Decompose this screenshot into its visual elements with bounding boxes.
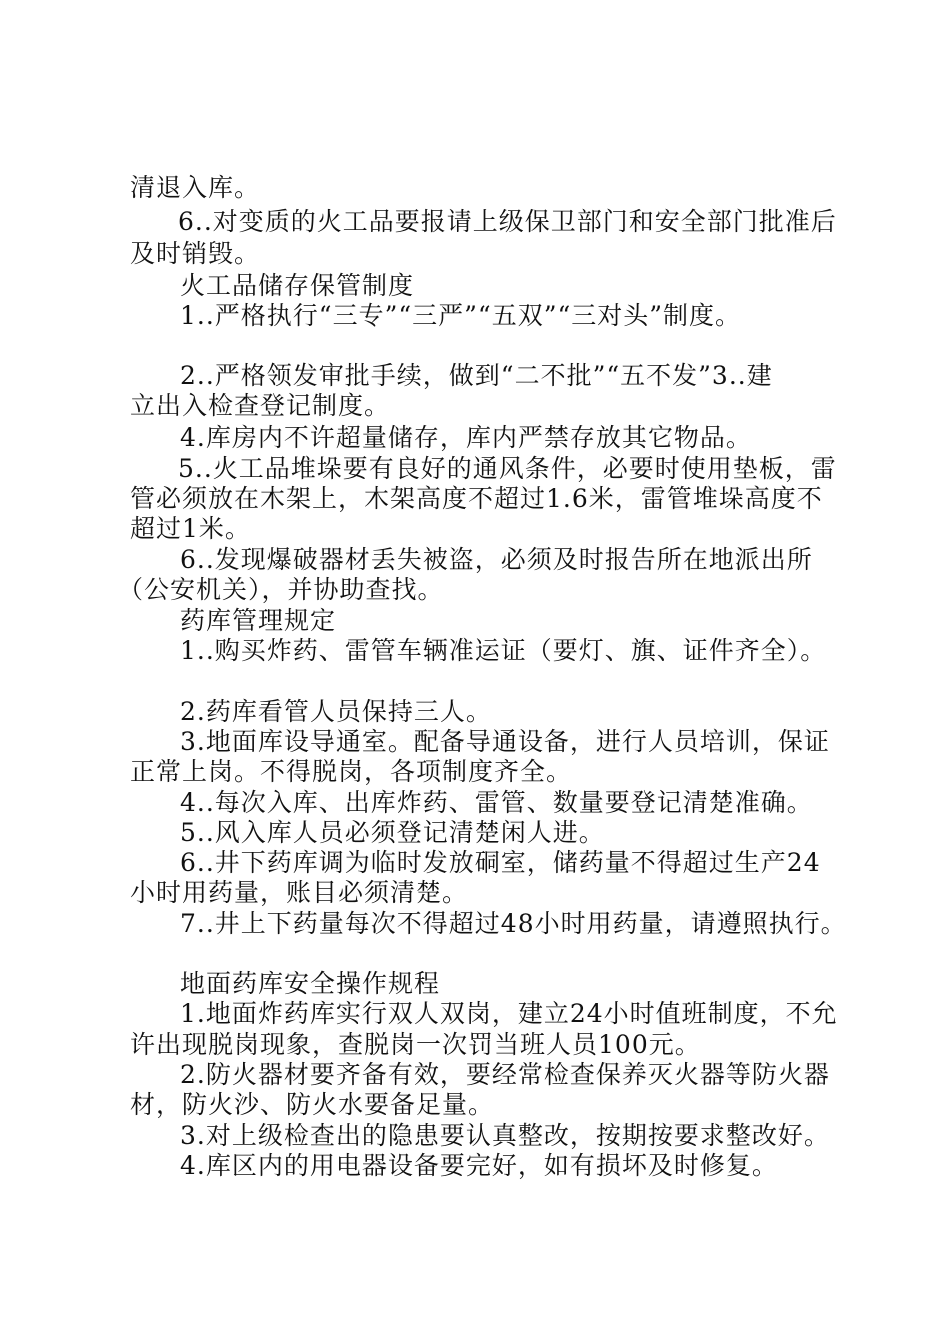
- text-line: 1..购买炸药、雷管车辆准运证（要灯、旗、证件齐全）。: [180, 636, 827, 665]
- text-line: 清退入库。: [130, 173, 261, 202]
- text-line: 小时用药量，账目必须清楚。: [130, 878, 469, 907]
- text-line: 7..井上下药量每次不得超过48小时用药量，请遵照执行。: [180, 909, 847, 938]
- text-line: 许出现脱岗现象，查脱岗一次罚当班人员100元。: [130, 1030, 701, 1059]
- text-line: 1..严格执行“三专”“三严”“五双”“三对头”制度。: [180, 301, 742, 330]
- text-line: 材，防火沙、防火水要备足量。: [130, 1090, 495, 1119]
- text-line: 6..发现爆破器材丢失被盗，必须及时报告所在地派出所: [180, 545, 813, 574]
- text-line: 正常上岗。不得脱岗，各项制度齐全。: [130, 757, 573, 786]
- text-line: 2..严格领发审批手续，做到“二不批”“五不发”3..建: [180, 361, 773, 390]
- text-line: 4.库房内不许超量储存，库内严禁存放其它物品。: [180, 423, 752, 452]
- text-line: 3.地面库设导通室。配备导通设备，进行人员培训，保证: [180, 727, 830, 756]
- text-line: 4..每次入库、出库炸药、雷管、数量要登记清楚准确。: [180, 788, 813, 817]
- text-line: 2.药库看管人员保持三人。: [180, 697, 492, 726]
- text-line: （公安机关），并协助查找。: [118, 575, 444, 604]
- text-line: 及时销毁。: [130, 239, 261, 268]
- text-line: 6..对变质的火工品要报请上级保卫部门和安全部门批准后: [178, 207, 837, 236]
- section-heading: 地面药库安全操作规程: [180, 969, 441, 998]
- text-line: 1.地面炸药库实行双人双岗，建立24小时值班制度，不允: [180, 999, 838, 1028]
- text-line: 立出入检查登记制度。: [130, 391, 391, 420]
- text-line: 超过1米。: [130, 514, 251, 543]
- text-line: 5..风入库人员必须登记清楚闲人进。: [180, 818, 605, 847]
- text-line: 4.库区内的用电器设备要完好，如有损坏及时修复。: [180, 1151, 778, 1180]
- text-line: 6..井下药库调为临时发放硐室，储药量不得超过生产24: [180, 848, 821, 877]
- text-line: 2.防火器材要齐备有效，要经常检查保养灭火器等防火器: [180, 1060, 830, 1089]
- text-line: 5..火工品堆垛要有良好的通风条件，必要时使用垫板，雷: [178, 454, 837, 483]
- text-line: 管必须放在木架上，木架高度不超过1.6米，雷管堆垛高度不: [130, 484, 823, 513]
- text-line: 3.对上级检查出的隐患要认真整改，按期按要求整改好。: [180, 1121, 830, 1150]
- section-heading: 火工品储存保管制度: [180, 271, 415, 300]
- section-heading: 药库管理规定: [180, 606, 337, 635]
